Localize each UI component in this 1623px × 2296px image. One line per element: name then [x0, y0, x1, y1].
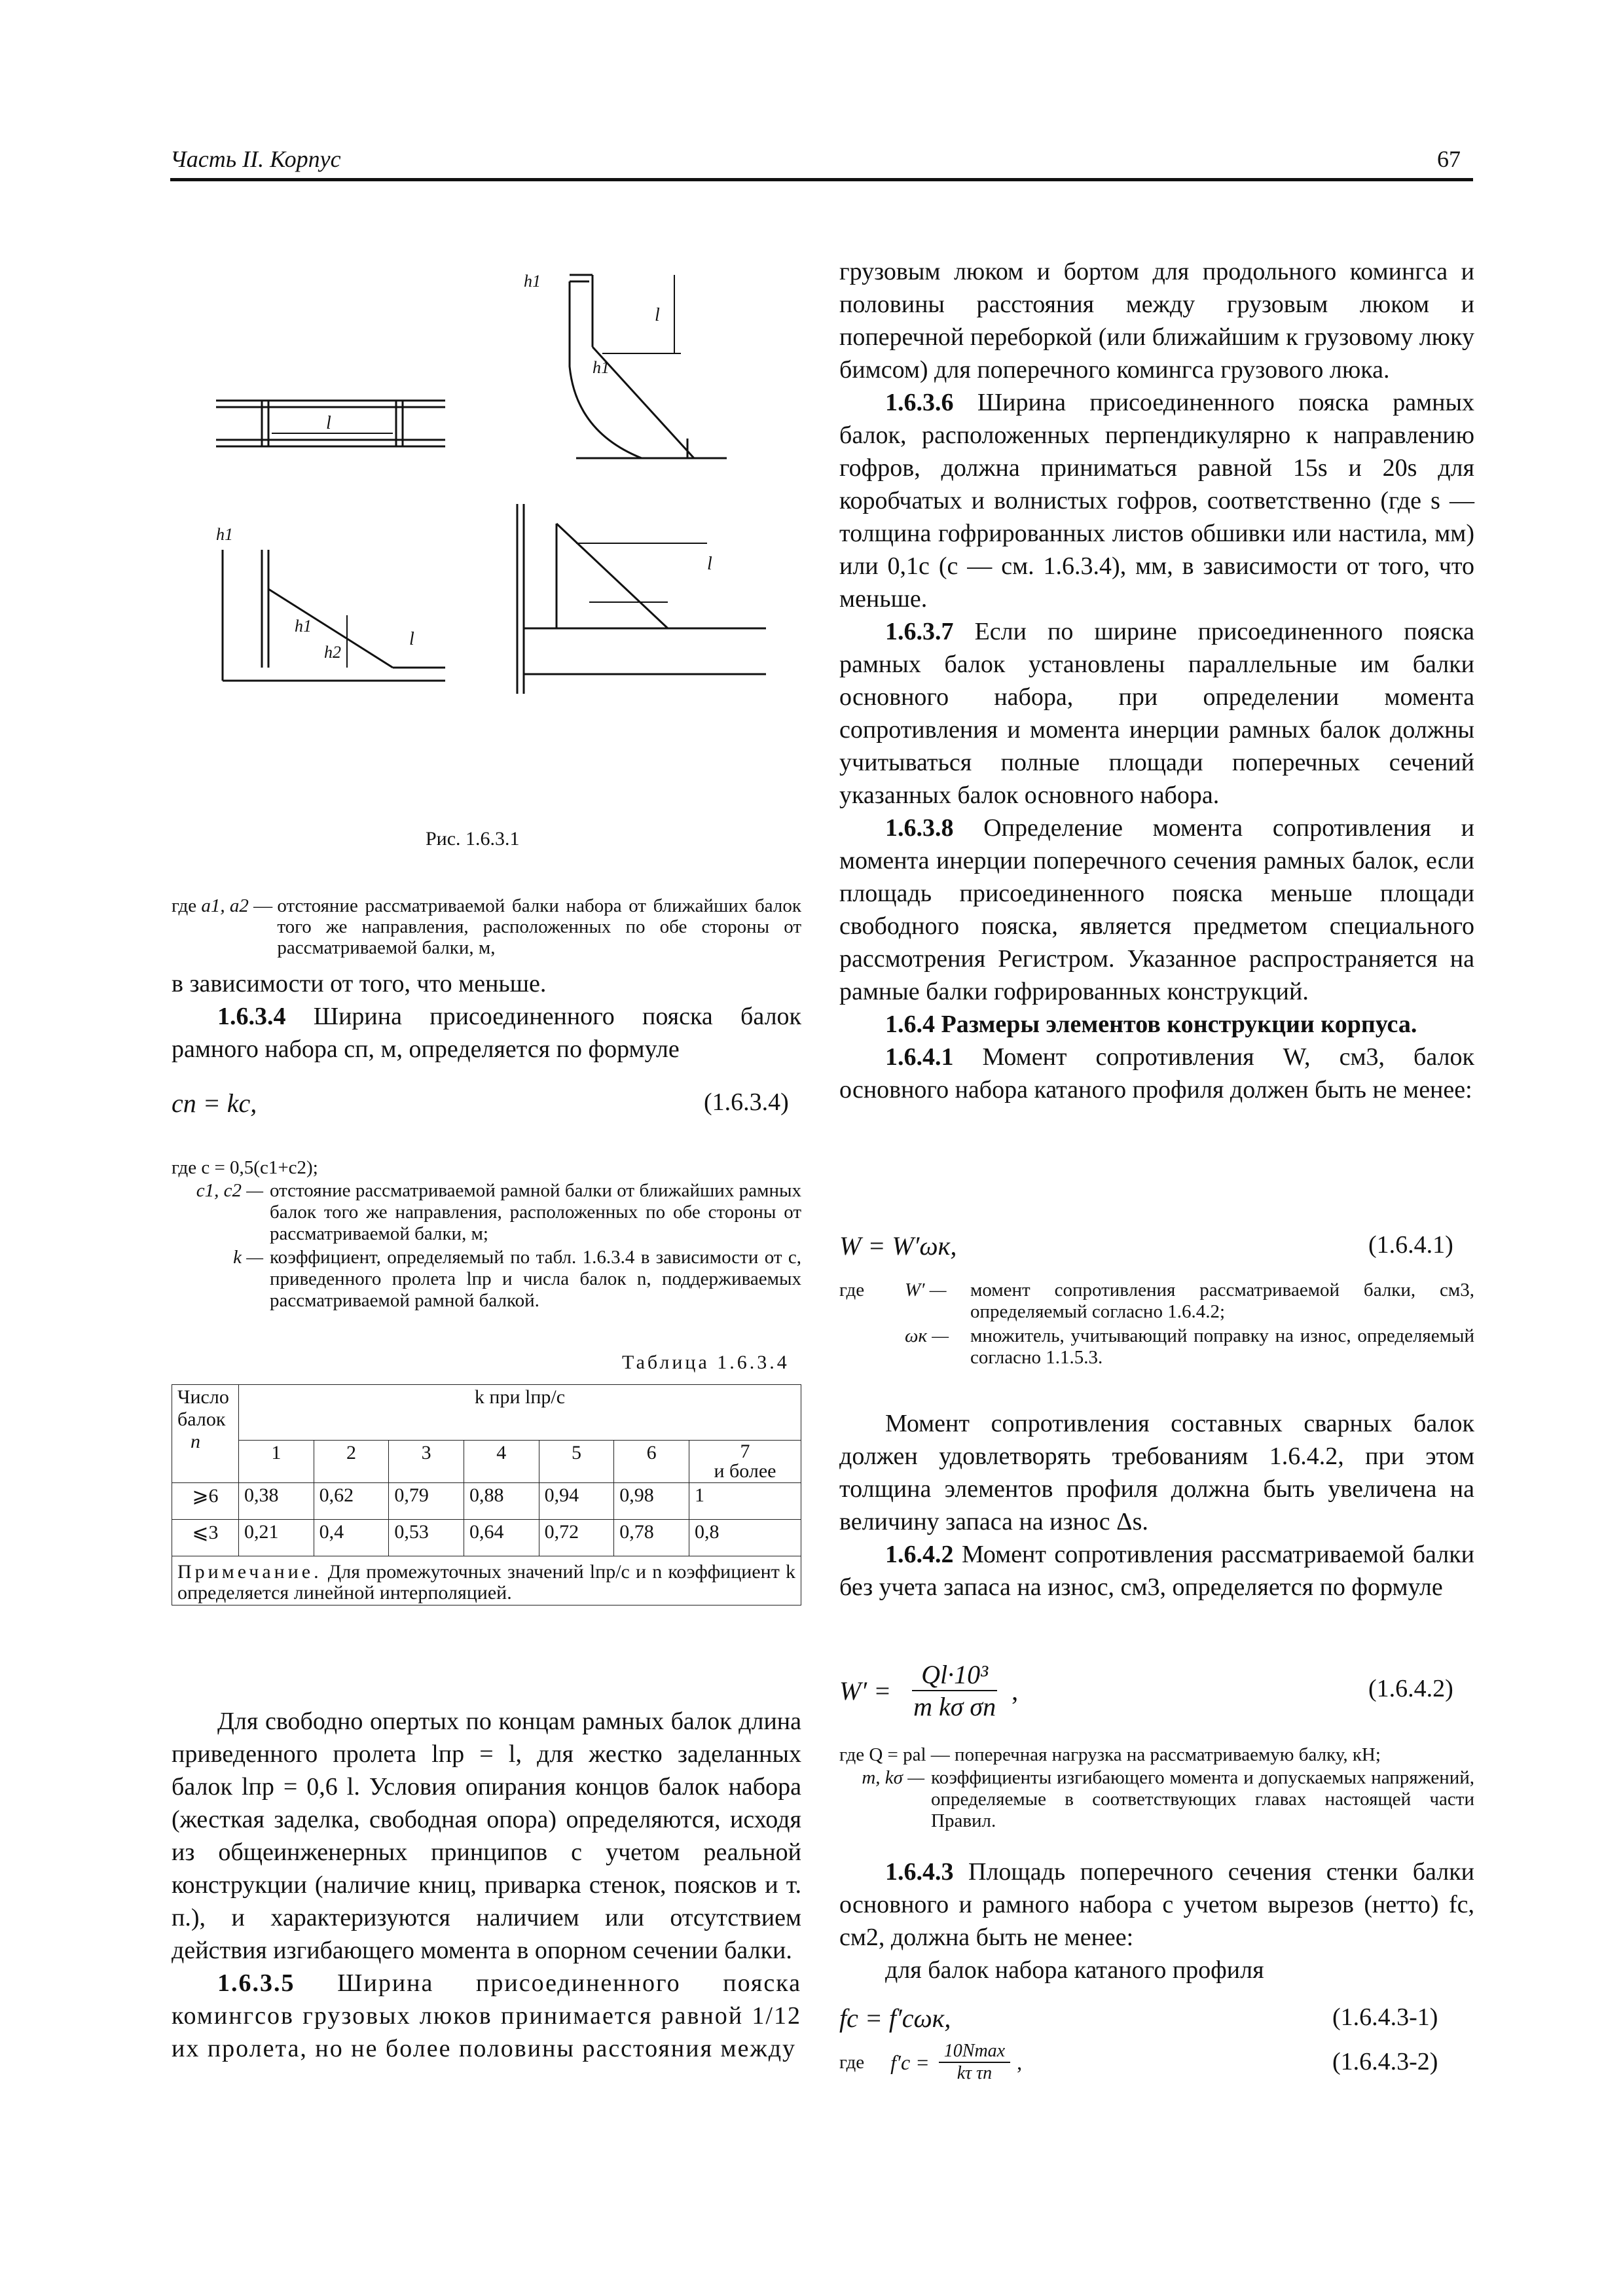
where-a-dash: —	[248, 895, 278, 916]
label-h1-d: h1	[295, 617, 312, 636]
table-row	[172, 1483, 801, 1520]
where-a-block	[172, 895, 801, 958]
table-cell: 0,53	[389, 1520, 464, 1556]
label-h1-c: h1	[216, 525, 233, 544]
para-1636-text: Ширина присоединенного пояска рамных балок, расположенных перпендикулярно к направлению гофров, должна приниматься равной 15s и 20s для коробчатых и волнистых гофров, соответственно (где s — толщина гофрированных листов обшивки или настила, мм) или 0,1c (c — см. 1.6.3.4), мм, в зависимости от того, что меньше.	[839, 389, 1474, 613]
formula-1642-number: (1.6.4.2)	[1368, 1675, 1453, 1702]
label-l-right-top: l	[655, 305, 660, 325]
para-1634	[172, 1000, 801, 1066]
formula-16432-comma: ,	[1017, 2050, 1023, 2074]
para-1643-text: Площадь поперечного сечения стенки балки основного и рамного набора с учетом вырезов (нетто) fc, см2, должна быть не менее:	[839, 1858, 1474, 1951]
label-l-bottom: l	[409, 629, 414, 649]
figure-i-beam	[216, 401, 445, 446]
para-1641	[839, 1041, 1474, 1106]
table-col-7: 7	[740, 1441, 750, 1462]
where-m-row	[839, 1767, 1474, 1832]
table-row	[172, 1520, 801, 1556]
label-h2-a: h2	[324, 643, 341, 662]
para-1642	[839, 1538, 1474, 1604]
where-m-var: m, kσ —	[862, 1767, 924, 1788]
para-1635-number: 1.6.3.5	[217, 1969, 295, 1997]
formula-16431: fc = f′cωк,	[839, 2003, 951, 2033]
formula-1634-number: (1.6.3.4)	[704, 1088, 789, 1116]
where-c12-row	[172, 1180, 801, 1245]
table-cell: 0,38	[239, 1483, 314, 1520]
para-1634-number: 1.6.3.4	[217, 1003, 286, 1030]
formula-1642-numerator: Ql·10³	[912, 1659, 997, 1691]
table-col0-var: n	[191, 1431, 200, 1452]
formula-1642-lhs: W′ =	[839, 1676, 892, 1706]
table-col-2: 2	[314, 1441, 389, 1483]
formula-1641-number: (1.6.4.1)	[1368, 1231, 1453, 1259]
table-cell: 0,78	[614, 1520, 689, 1556]
where-k-row	[172, 1247, 801, 1312]
figure-knee-bracket	[216, 525, 445, 681]
para-1634-text: Ширина присоединенного пояска балок рамного набора cп, м, определяется по формуле	[172, 1003, 801, 1063]
para-1643-number: 1.6.4.3	[885, 1858, 954, 1886]
where-m-desc: коэффициенты изгибающего момента и допускаемых напряжений, определяемые в соответствующих главах настоящей части Правил.	[931, 1767, 1474, 1831]
table-note	[172, 1556, 801, 1605]
figure-curved-bracket	[524, 272, 727, 458]
table-col-7-note: и более	[714, 1460, 776, 1482]
para-1638	[839, 812, 1474, 1008]
table-caption: Таблица 1.6.3.4	[622, 1352, 790, 1373]
formula-1634: cп = kc,	[172, 1088, 257, 1118]
table-col-4: 4	[464, 1441, 539, 1483]
page-number: 67	[1437, 146, 1461, 172]
table-cell: 0,88	[464, 1483, 539, 1520]
table-cell: 0,64	[464, 1520, 539, 1556]
table-cell: 0,94	[539, 1483, 614, 1520]
where-k-desc: коэффициент, определяемый по табл. 1.6.3.4 в зависимости от c, приведенного пролета lпр и числа балок n, поддерживаемых рассматриваемой рамной балкой.	[270, 1247, 801, 1311]
table-row-1-n: ⩾6	[172, 1483, 239, 1520]
para-1643	[839, 1856, 1474, 1954]
table-cell: 0,8	[689, 1520, 801, 1556]
formula-16432-number: (1.6.4.3-2)	[1332, 2048, 1438, 2075]
where-w-var: W′ —	[905, 1280, 947, 1300]
formula-1642	[839, 1659, 1018, 1722]
table-note-text: Для промежуточных значений lпр/c и n коэффициент k определяется линейной интерполяцией.	[177, 1561, 795, 1604]
para-1638-text: Определение момента сопротивления и момента инерции поперечного сечения рамных балок, если площадь присоединенного пояска меньше площади свободного пояска, является предметом специального рассмотрения Регистром. Указанное распространяется на рамные балки гофрированных конструкций.	[839, 814, 1474, 1005]
heading-1-6-4: 1.6.4 Размеры элементов конструкции корпуса.	[885, 1011, 1417, 1038]
table-note-label: Примечание.	[177, 1561, 322, 1583]
table-row-2-n: ⩽3	[172, 1520, 239, 1556]
formula-1641: W = W′ωк,	[839, 1231, 957, 1261]
label-h1-b: h1	[593, 358, 610, 377]
where-omega-desc: множитель, учитывающий поправку на износ, определяемый согласно 1.1.5.3.	[970, 1325, 1474, 1368]
table-cell: 1	[689, 1483, 801, 1520]
formula-1642-denominator: m kσ σn	[913, 1692, 996, 1721]
table-col0-header: Число балок	[177, 1386, 229, 1430]
where-q: где Q = pal — поперечная нагрузка на рассматриваемую балку, кН;	[839, 1744, 1381, 1765]
table-1-6-3-4	[172, 1384, 801, 1605]
table-cell: 0,21	[239, 1520, 314, 1556]
formula-16431-number: (1.6.4.3-1)	[1332, 2003, 1438, 2031]
table-cell: 0,62	[314, 1483, 389, 1520]
table-col-5: 5	[539, 1441, 614, 1483]
formula-16432-denominator: kτ τn	[957, 2063, 993, 2083]
para-rolled: для балок набора катаного профиля	[885, 1956, 1264, 1984]
table-cell: 0,72	[539, 1520, 614, 1556]
figure-caption: Рис. 1.6.3.1	[426, 828, 520, 850]
table-col-6: 6	[614, 1441, 689, 1483]
para-1635-text: Ширина присоединенного пояска комингсов грузовых люков принимается равной 1/12 их пролета, но не более половины расстояния между	[172, 1969, 801, 2062]
formula-1642-fraction	[904, 1659, 1005, 1722]
para-1642-number: 1.6.4.2	[885, 1541, 954, 1568]
para-1642-text: Момент сопротивления рассматриваемой балки без учета запаса на износ, см3, определяется по формуле	[839, 1541, 1474, 1601]
formula-16432-where: где	[839, 2051, 865, 2073]
formula-16432	[839, 2041, 1022, 2084]
para-1637	[839, 615, 1474, 812]
para-1636-number: 1.6.3.6	[885, 389, 954, 416]
where-c12-var: c1, c2 —	[196, 1180, 263, 1201]
table-cell: 0,4	[314, 1520, 389, 1556]
where-omega-row	[839, 1325, 1474, 1369]
header-rule	[170, 178, 1473, 181]
table-group-header: k при lпр/c	[239, 1385, 801, 1441]
label-l-bottom-right: l	[707, 554, 712, 574]
para-1637-number: 1.6.3.7	[885, 618, 954, 645]
where-c: где c = 0,5(c1+c2);	[172, 1157, 318, 1178]
running-header-title: Часть II. Корпус	[170, 146, 341, 172]
where-w-prefix: где	[839, 1280, 865, 1300]
formula-16432-fraction	[939, 2041, 1010, 2084]
para-1638-number: 1.6.3.8	[885, 814, 954, 842]
formula-1642-comma: ,	[1012, 1676, 1019, 1706]
where-omega-var: ωк —	[905, 1325, 949, 1346]
where-k-var: k —	[233, 1247, 263, 1268]
para-free-supported: Для свободно опертых по концам рамных балок длина приведенного пролета lпр = l, для жестко заделанных балок lпр = 0,6 l. Условия опирания концов балок набора (жесткая заделка, свободная опора) определяются, исходя из общеинженерных принципов с учетом реальной конструкции (наличие книц, приварка стенок, поясков и т. п.), и характеризуются наличием или отсутствием действия изгибающего момента в опорном сечении балки.	[172, 1708, 801, 1964]
figure-straight-bracket	[517, 504, 766, 694]
where-a-var: a1, a2	[201, 895, 249, 916]
table-col-1: 1	[239, 1441, 314, 1483]
where-a-desc: отстояние рассматриваемой балки набора от ближайших балок того же направления, расположенных по обе стороны от рассматриваемой балки, м,	[277, 895, 801, 958]
table-cell: 0,79	[389, 1483, 464, 1520]
para-1635	[172, 1967, 801, 2065]
where-w-row	[839, 1280, 1474, 1323]
para-1641-text: Момент сопротивления W, см3, балок основного набора катаного профиля должен быть не менее:	[839, 1043, 1474, 1103]
figure-1-6-3-1	[210, 262, 773, 707]
para-depends: в зависимости от того, что меньше.	[172, 970, 547, 997]
where-c12-desc: отстояние рассматриваемой рамной балки от ближайших рамных балок того же направления, расположенных по обе стороны от рассматриваемой балки, м;	[270, 1180, 801, 1244]
para-1637-text: Если по ширине присоединенного пояска рамных балок установлены параллельные им балки основного набора, при определении момента сопротивления и момента инерции рамных балок должны учитываться полные площади поперечных сечений указанных балок основного набора.	[839, 618, 1474, 809]
para-coaming-cont: грузовым люком и бортом для продольного комингса и половины расстояния между грузовым люком и поперечной переборкой (или ближайшим к грузовому люку бимсом) для поперечного комингса грузового люка.	[839, 258, 1474, 384]
para-1641-number: 1.6.4.1	[885, 1043, 954, 1071]
table-cell: 0,98	[614, 1483, 689, 1520]
formula-16432-numerator: 10Nmax	[939, 2041, 1010, 2063]
where-w-desc: момент сопротивления рассматриваемой балки, см3, определяемый согласно 1.6.4.2;	[970, 1280, 1474, 1322]
where-a-prefix: где	[172, 895, 202, 916]
label-l-top: l	[326, 413, 331, 433]
formula-16432-lhs: f′c =	[890, 2050, 930, 2074]
para-composite: Момент сопротивления составных сварных балок должен удовлетворять требованиям 1.6.4.2, при этом толщина элементов профиля должна быть увеличена на величину запаса на износ Δs.	[839, 1410, 1474, 1535]
para-1636	[839, 386, 1474, 615]
label-h1-a: h1	[524, 272, 541, 291]
table-col-3: 3	[389, 1441, 464, 1483]
